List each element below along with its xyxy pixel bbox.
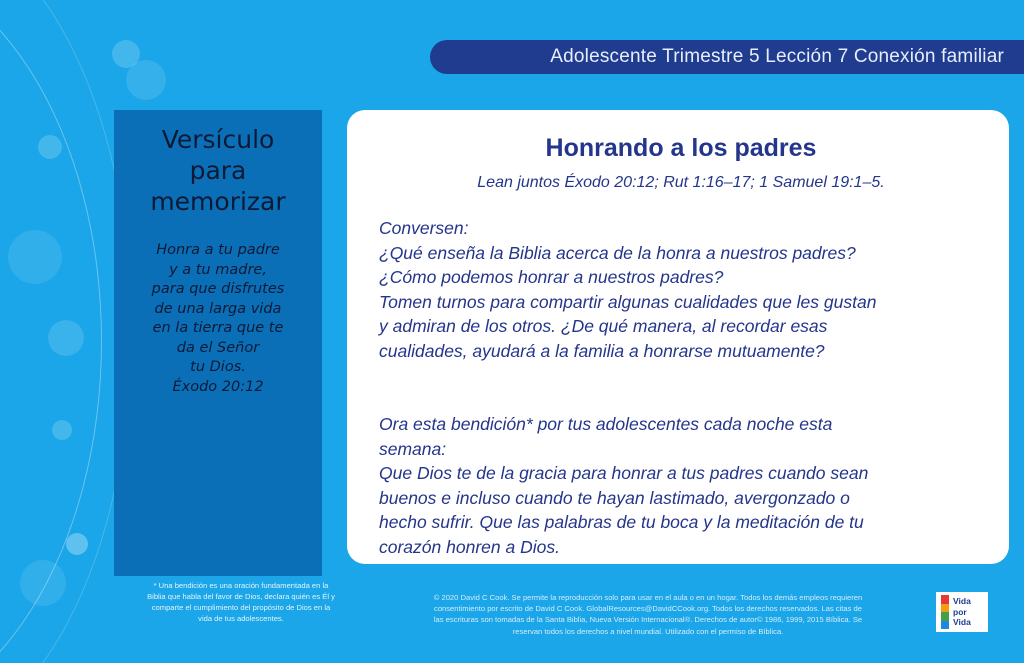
discussion-line: cualidades, ayudará a la familia a honrarse mutuamente? [379, 340, 825, 361]
lesson-title: Honrando a los padres [545, 134, 817, 162]
logo-color-bar-icon [941, 595, 949, 629]
blessing-line: corazón honren a Dios. [379, 536, 560, 557]
copyright-notice [374, 592, 922, 637]
footnote-line: * Una bendición es una oración fundamentada en la [153, 581, 329, 590]
memory-verse-line: de una larga vida [154, 300, 282, 317]
blessing-line: buenos e incluso cuando te hayan lastimado, avergonzado o [379, 487, 850, 508]
memory-verse-line: en la tierra que te [152, 320, 284, 336]
decorative-bubble [126, 60, 166, 100]
discussion-line: ¿Cómo podemos honrar a nuestros padres? [379, 267, 724, 287]
discussion-block [379, 216, 983, 363]
footnote-line: comparte el cumplimiento del propósito de Dios en la [151, 603, 331, 612]
footnote-line: Biblia que habla del favor de Dios, declara quién es Él y [147, 592, 335, 601]
memory-verse-line: Honra a tu padre [156, 242, 280, 258]
discussion-line: y admiran de los otros. ¿De qué manera, al recordar esas [379, 316, 828, 336]
memory-verse-line: y a tu madre, [169, 261, 267, 278]
logo-text: Vida por Vida [953, 596, 971, 628]
memory-verse-text [122, 241, 314, 397]
discussion-line: Conversen: [379, 218, 469, 238]
decorative-arc [0, 0, 132, 663]
blessing-line: semana: [379, 438, 447, 459]
scripture-reading: Lean juntos Éxodo 20:12; Rut 1:16–17; 1 Samuel 19:1–5. [477, 174, 885, 191]
copyright-line: consentimiento por escrito de David C Cook. GlobalResources@DavidCCook.org. Todos los derechos reservados. Las citas de [434, 604, 862, 614]
footnote-line: vida de tus adolescentes. [198, 614, 284, 623]
blessing-block [379, 412, 983, 559]
discussion-line: Tomen turnos para compartir algunas cualidades que les gustan [379, 291, 877, 312]
lesson-card [347, 110, 1009, 564]
vida-por-vida-logo [936, 592, 988, 632]
memory-verse-title-line: Versículo [161, 125, 275, 154]
blessing-line: hecho sufrir. Que las palabras de tu boca y la meditación de tu [379, 512, 864, 532]
discussion-line: ¿Qué enseña la Biblia acerca de la honra a nuestros padres? [379, 242, 856, 263]
memory-verse-title-line: para [189, 156, 247, 185]
blessing-line: Ora esta bendición* por tus adolescentes cada noche esta [379, 414, 833, 434]
copyright-line: las escrituras son tomadas de la Santa Biblia, Nueva Versión Internacional®. Derechos de autor© 1986, 1999, 2015 Bíblica. Se [433, 615, 863, 625]
memory-verse-title-line: memorizar [150, 187, 286, 216]
header-bar [430, 40, 1024, 74]
memory-verse-title [122, 124, 314, 217]
memory-verse-line: tu Dios. [190, 359, 246, 375]
copyright-line: reservan todos los derechos a nivel mundial. Utilizado con el permiso de Bíblica. [512, 626, 784, 636]
memory-verse-panel [114, 110, 322, 576]
copyright-line: © 2020 David C Cook. Se permite la reproducción solo para usar en el aula o en un hogar. Todos los demás empleos requieren [433, 593, 863, 602]
memory-verse-line: para que disfrutes [151, 281, 285, 297]
blessing-footnote [114, 580, 368, 624]
memory-verse-reference: Éxodo 20:12 [172, 378, 264, 395]
memory-verse-line: da el Señor [176, 339, 260, 356]
header-title: Adolescente Trimestre 5 Lección 7 Conexión familiar [550, 46, 1004, 67]
blessing-line: Que Dios te de la gracia para honrar a tus padres cuando sean [379, 463, 869, 483]
